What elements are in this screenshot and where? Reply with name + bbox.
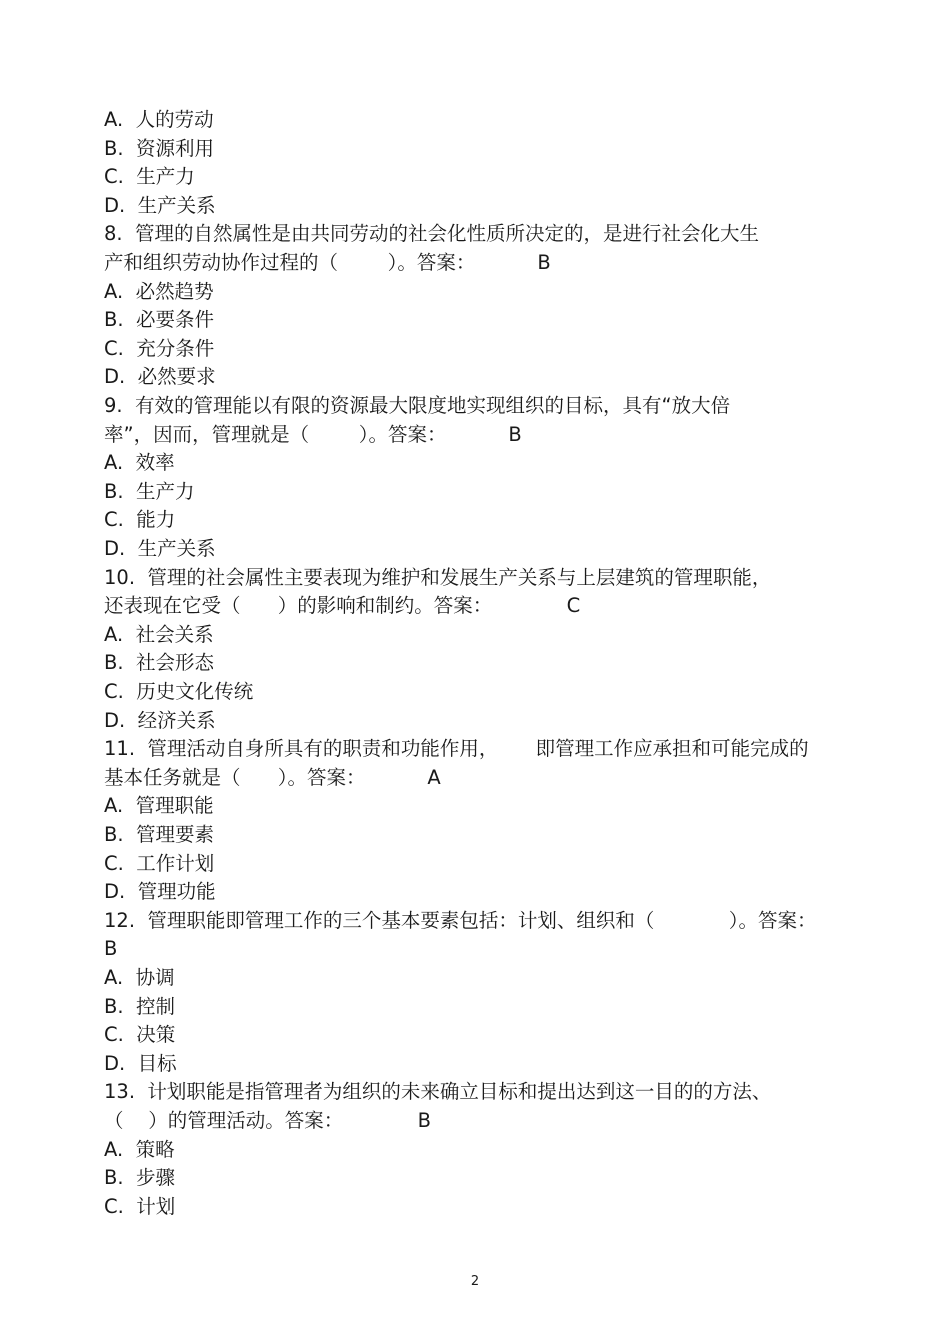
answer-option: A. 人的劳动 [104, 108, 214, 131]
answer-option: D. 经济关系 [104, 708, 216, 732]
answer-option: A. 效率 [104, 451, 175, 475]
answer-option: D. 生产关系 [104, 537, 216, 560]
page-number: 2 [470, 1274, 480, 1289]
answer-option: D. 生产关系 [104, 193, 216, 217]
answer-option: C. 历史文化传统 [104, 680, 254, 703]
question-text: 产和组织劳动协作过程的（ ）。答案： B [104, 251, 551, 274]
question-text: 率”，因而，管理就是（ ）。答案： B [104, 422, 522, 446]
question-text: 11. 管理活动自身所具有的职责和功能作用， 即管理工作应承担和可能完成的 [104, 737, 809, 761]
question-text: 13. 计划职能是指管理者为组织的未来确立目标和提出达到这一目的的方法、 [104, 1080, 772, 1104]
question-text: 基本任务就是（ ）。答案： A [104, 765, 441, 789]
answer-option: C. 充分条件 [104, 336, 215, 360]
answer-option: D. 必然要求 [104, 365, 216, 389]
answer-option: D. 管理功能 [104, 880, 216, 904]
answer-option: C. 决策 [104, 1023, 176, 1047]
answer-option: B. 生产力 [104, 479, 195, 503]
answer-option: B. 步骤 [104, 1166, 175, 1190]
answer-option: B. 必要条件 [104, 308, 214, 332]
question-text: 9. 有效的管理能以有限的资源最大限度地实现组织的目标，具有“放大倍 [104, 394, 731, 417]
answer-option: D. 目标 [104, 1051, 177, 1075]
answer-option: A. 社会关系 [104, 622, 214, 646]
answer-option: A. 协调 [104, 966, 175, 989]
answer-option: A. 策略 [104, 1137, 175, 1161]
question-text: B [104, 937, 118, 961]
answer-option: B. 社会形态 [104, 651, 214, 675]
question-text: 10. 管理的社会属性主要表现为维护和发展生产关系与上层建筑的管理职能， [104, 565, 772, 589]
question-text: 8. 管理的自然属性是由共同劳动的社会化性质所决定的，是进行社会化大生 [104, 222, 760, 246]
answer-option: C. 能力 [104, 508, 176, 532]
question-text: 12. 管理职能即管理工作的三个基本要素包括：计划、组织和（ ）。答案： [104, 908, 817, 932]
answer-option: C. 生产力 [104, 165, 195, 189]
question-text: 还表现在它受（ ）的影响和制约。答案： C [104, 594, 581, 618]
answer-option: C. 计划 [104, 1194, 176, 1218]
answer-option: A. 管理职能 [104, 794, 214, 818]
question-text: （ ）的管理活动。答案： B [104, 1109, 432, 1132]
answer-option: B. 控制 [104, 994, 175, 1018]
answer-option: C. 工作计划 [104, 851, 215, 875]
answer-option: B. 管理要素 [104, 823, 214, 846]
answer-option: A. 必然趋势 [104, 279, 214, 303]
answer-option: B. 资源利用 [104, 136, 214, 160]
